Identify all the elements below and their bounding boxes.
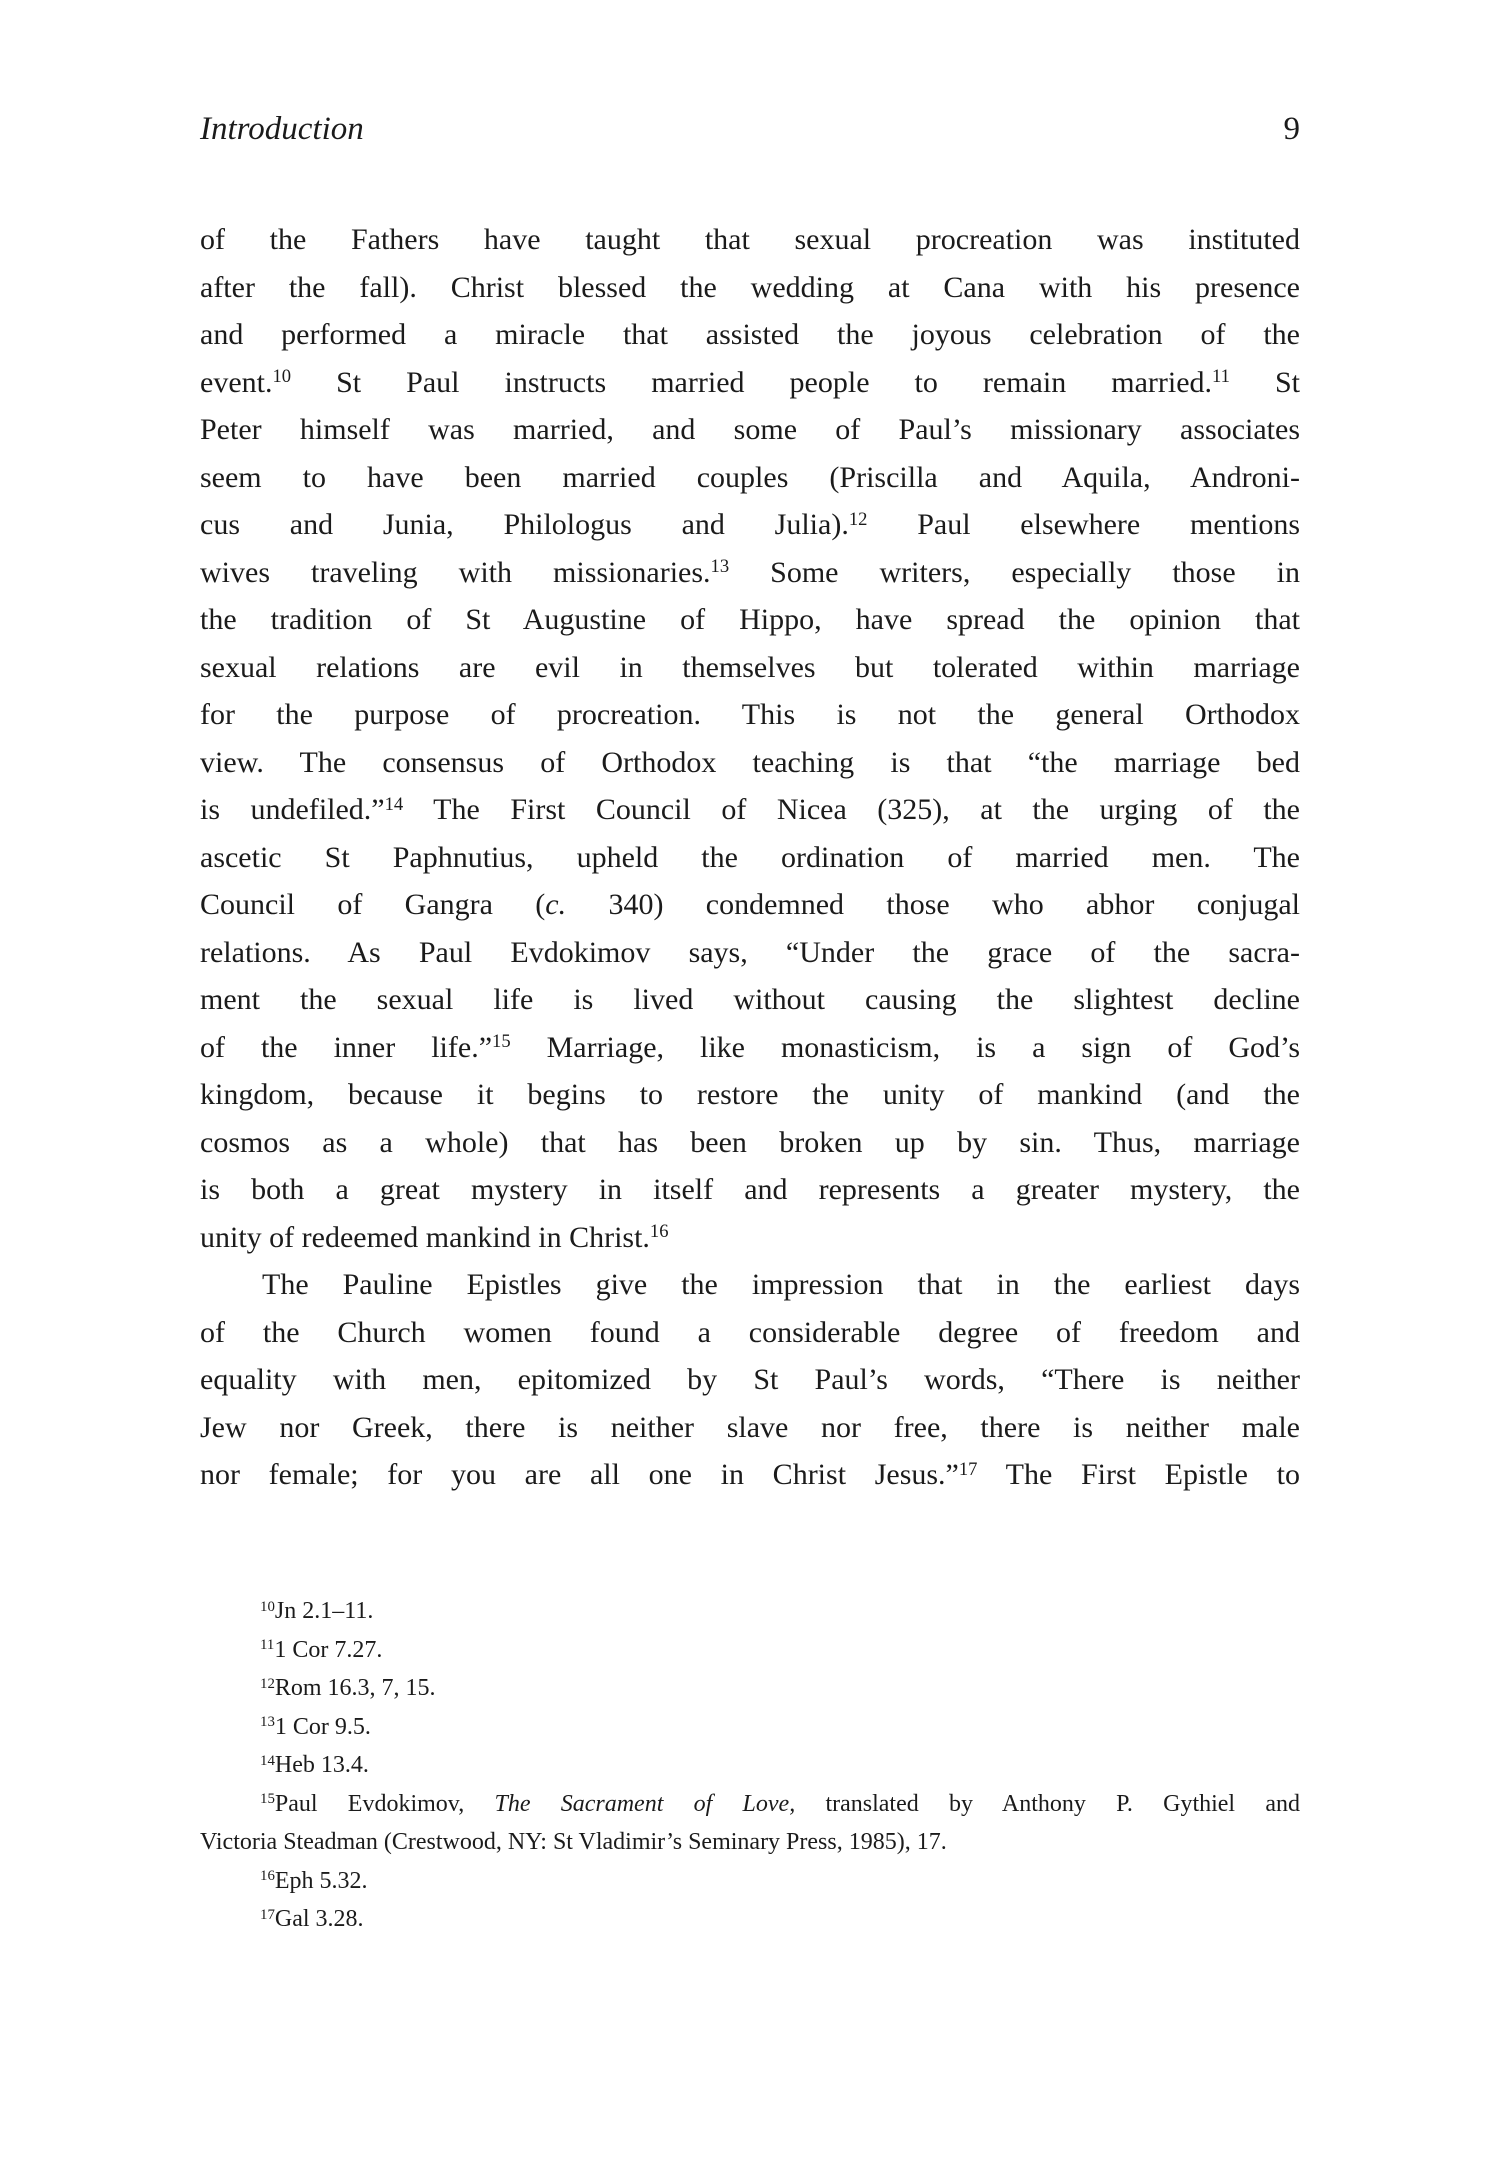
footnote-marker: 11 [260,1637,275,1654]
footnote-line: $^{14}$Heb 13.4. [260,1752,369,1778]
body-line: kingdom, because it begins to restore the unity of mankind (and the [200,1078,1300,1111]
body-line: equality with men, epitomized by St Paul’s words, “There is neither [200,1363,1300,1396]
italic-text: c. [545,888,567,921]
footnote-line: $^{12}$Rom 16.3, 7, 15. [260,1675,436,1701]
running-head [200,108,1300,150]
footnote-marker: 10 [272,366,292,388]
footnote-marker: 13 [260,1714,275,1731]
body-line: of the Fathers have taught that sexual procreation was instituted [200,223,1300,256]
body-line: ment the sexual life is lived without causing the slightest decline [200,983,1300,1016]
footnote-marker: 14 [260,1752,275,1769]
footnote-line: $^{11}$1 Cor 7.27. [260,1636,383,1663]
footnote-marker: 11 [1212,366,1230,388]
body-line: is undefiled.”$^{14}$ The First Council of Nicea (325), at the urging of the [200,793,1300,826]
body-line: for the purpose of procreation. This is not the general Orthodox [200,698,1300,731]
body-line: nor female; for you are all one in Christ Jesus.”$^{17}$ The First Epistle to [200,1458,1300,1491]
body-line: cosmos as a whole) that has been broken up by sin. Thus, marriage [200,1125,1300,1159]
body-line: unity of redeemed mankind in Christ.$^{16}$ [200,1220,669,1254]
footnote-line: $^{13}$1 Cor 9.5. [260,1713,371,1740]
body-line: seem to have been married couples (Priscilla and Aquila, Androni- [200,460,1300,494]
body-line: sexual relations are evil in themselves but tolerated within marriage [200,650,1300,684]
footnote-marker: 10 [260,1598,275,1615]
italic-text: The Sacrament of Love, [494,1790,796,1817]
footnote-marker: 16 [260,1868,275,1885]
body-line: of the inner life.”$^{15}$ Marriage, like monasticism, is a sign of God’s [200,1030,1300,1064]
footnote-marker: 17 [958,1458,978,1480]
body-line: is both a great mystery in itself and represents a greater mystery, the [200,1173,1300,1206]
body-line: ascetic St Paphnutius, upheld the ordination of married men. The [200,840,1300,874]
body-line: Council of Gangra (c. 340) condemned those who abhor conjugal [200,888,1300,921]
footnote-line: $^{16}$Eph 5.32. [260,1867,368,1894]
footnote-marker: 12 [260,1675,275,1692]
body-line: Jew nor Greek, there is neither slave nor free, there is neither male [200,1410,1300,1444]
body-line: relations. As Paul Evdokimov says, “Under the grace of the sacra- [200,935,1300,969]
body-line: the tradition of St Augustine of Hippo, have spread the opinion that [200,603,1300,636]
body-text [200,216,1300,1499]
body-line: Peter himself was married, and some of Paul’s missionary associates [200,413,1300,446]
running-head-title: Introduction [200,111,364,147]
footnote-marker: 12 [848,508,868,530]
footnotes [200,1592,1300,1939]
body-line: of the Church women found a considerable degree of freedom and [200,1315,1300,1349]
body-line: view. The consensus of Orthodox teaching is that “the marriage bed [200,745,1300,779]
body-line: and performed a miracle that assisted the joyous celebration of the [200,318,1300,351]
body-line: cus and Junia, Philologus and Julia).$^{12}$ Paul elsewhere mentions [200,508,1300,541]
footnote-marker: 17 [260,1906,275,1923]
body-line: wives traveling with missionaries.$^{13}$ Some writers, especially those in [200,555,1300,589]
footnote-marker: 13 [710,556,730,578]
footnote-marker: 16 [649,1221,669,1243]
page-number: 9 [1283,111,1300,147]
footnote-line: $^{15}$Paul Evdokimov, The Sacrament of Love, translated by Anthony P. Gythiel and [260,1790,1300,1817]
footnote-marker: 14 [384,793,404,815]
footnote-line: $^{10}$Jn 2.1–11. [260,1598,374,1624]
body-line: event.$^{10}$ St Paul instructs married people to remain married.$^{11}$ St [200,365,1300,399]
footnote-line: $^{17}$Gal 3.28. [260,1906,364,1932]
footnote-line: Victoria Steadman (Crestwood, NY: St Vladimir’s Seminary Press, 1985), 17. [200,1829,947,1855]
footnote-marker: 15 [492,1031,511,1053]
body-line: after the fall). Christ blessed the wedding at Cana with his presence [200,270,1300,304]
body-line: The Pauline Epistles give the impression that in the earliest days [262,1268,1300,1301]
footnote-marker: 15 [260,1791,275,1808]
